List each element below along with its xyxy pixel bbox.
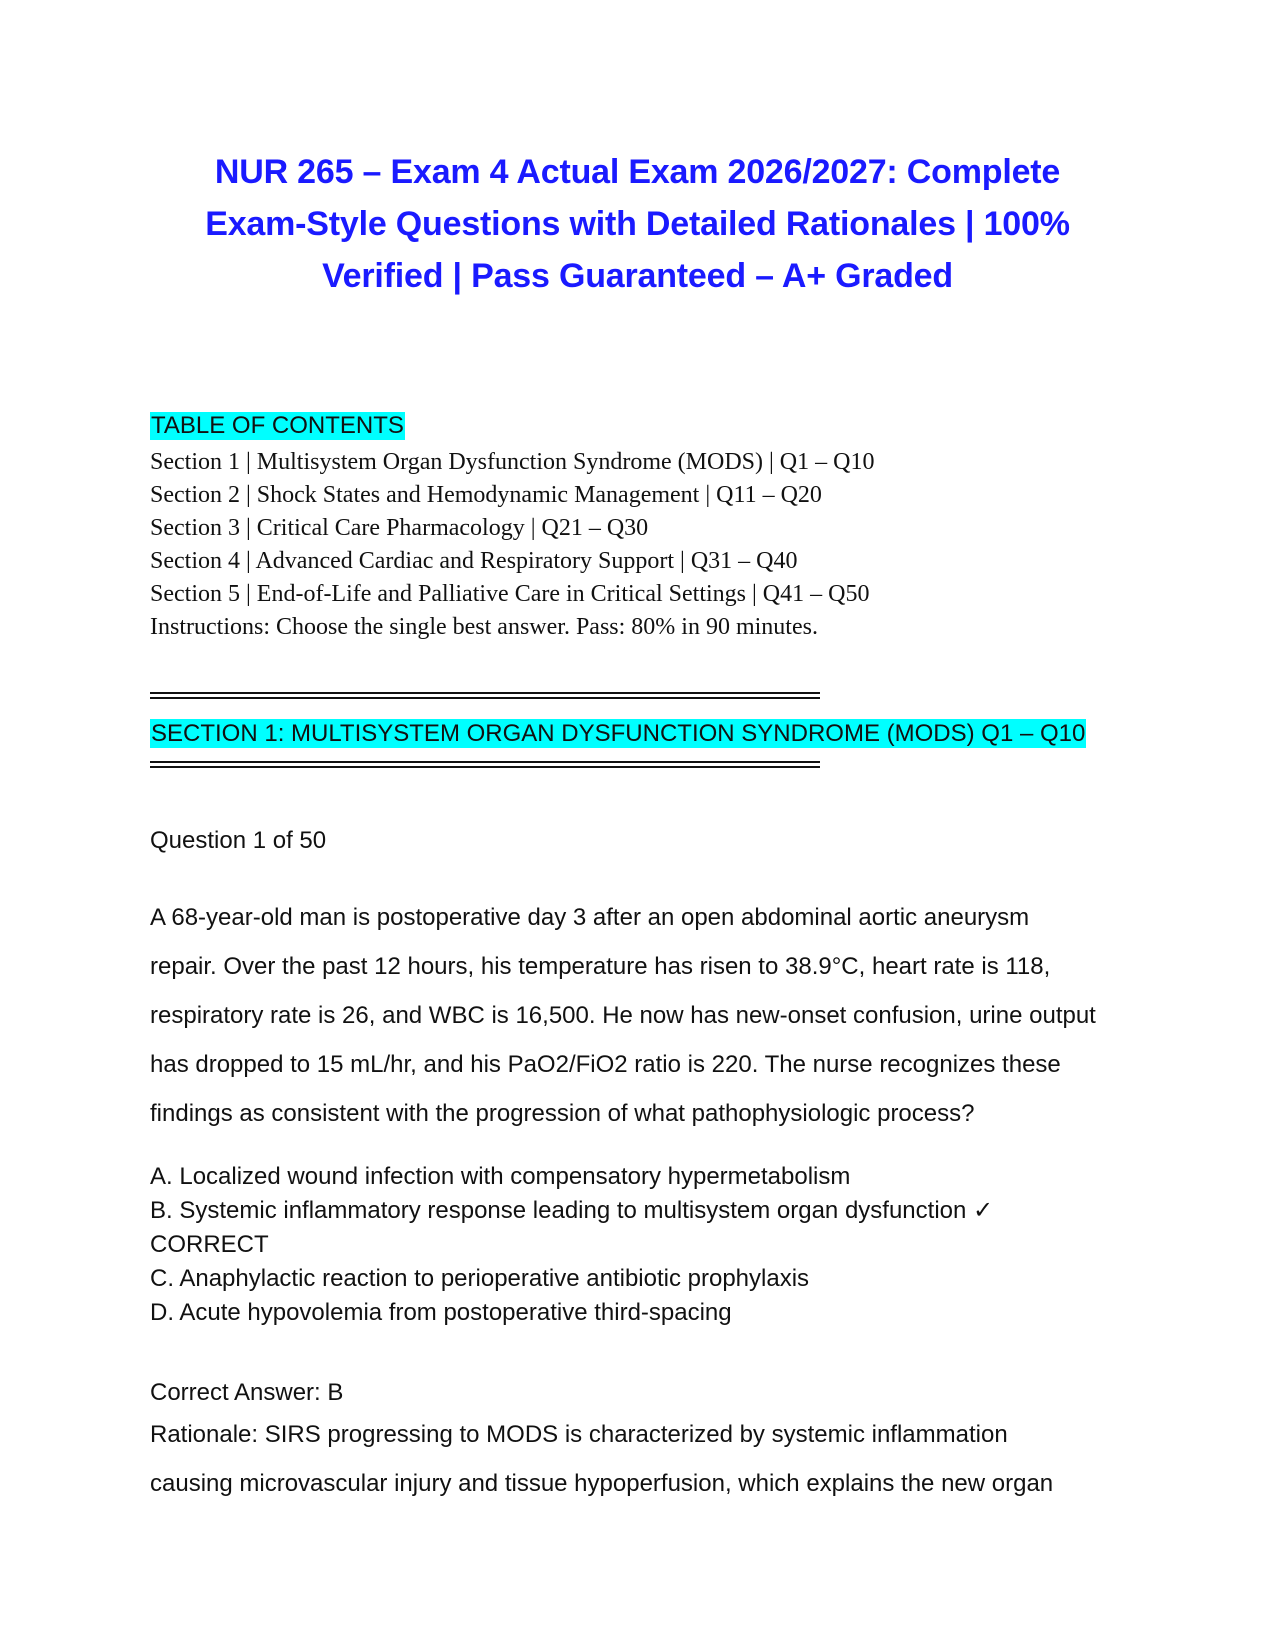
option-c: C. Anaphylactic reaction to perioperative antibiotic prophylaxis: [150, 1265, 810, 1292]
rationale-line: causing microvascular injury and tissue hypoperfusion, which explains the new organ: [150, 1470, 1054, 1497]
toc-item-section-2: Section 2 | Shock States and Hemodynamic Management | Q11 – Q20: [150, 482, 822, 508]
option-d: D. Acute hypovolemia from postoperative third-spacing: [150, 1299, 732, 1326]
correct-answer: Correct Answer: B: [150, 1379, 344, 1406]
answer-options: [150, 1160, 1130, 1330]
section-1-heading: SECTION 1: MULTISYSTEM ORGAN DYSFUNCTION SYNDROME (MODS) Q1 – Q10: [151, 720, 1086, 747]
title-line-3: Verified | Pass Guaranteed – A+ Graded: [322, 257, 953, 295]
toc-instructions: Instructions: Choose the single best answer. Pass: 80% in 90 minutes.: [150, 614, 818, 640]
toc-item-section-4: Section 4 | Advanced Cardiac and Respiratory Support | Q31 – Q40: [150, 548, 798, 574]
title-line-2: Exam-Style Questions with Detailed Rationales | 100%: [205, 205, 1070, 243]
option-b-correct-label: CORRECT: [150, 1231, 269, 1258]
section-divider-bottom: [150, 761, 820, 768]
toc-item-section-1: Section 1 | Multisystem Organ Dysfunction Syndrome (MODS) | Q1 – Q10: [150, 449, 875, 475]
rationale-line: Rationale: SIRS progressing to MODS is characterized by systemic inflammation: [150, 1421, 1008, 1448]
table-of-contents: [150, 446, 874, 644]
stem-line: respiratory rate is 26, and WBC is 16,500. He now has new-onset confusion, urine output: [150, 1002, 1096, 1029]
section-divider-top: [150, 692, 820, 699]
option-b: B. Systemic inflammatory response leading to multisystem organ dysfunction ✓: [150, 1197, 994, 1224]
toc-heading: TABLE OF CONTENTS: [151, 412, 404, 439]
stem-line: A 68-year-old man is postoperative day 3 after an open abdominal aortic aneurysm: [150, 904, 1030, 931]
option-a: A. Localized wound infection with compensatory hypermetabolism: [150, 1163, 851, 1190]
toc-item-section-5: Section 5 | End-of-Life and Palliative Care in Critical Settings | Q41 – Q50: [150, 581, 870, 607]
stem-line: findings as consistent with the progression of what pathophysiologic process?: [150, 1100, 975, 1127]
stem-line: has dropped to 15 mL/hr, and his PaO2/FiO2 ratio is 220. The nurse recognizes these: [150, 1051, 1061, 1078]
document-title: [150, 146, 1125, 302]
stem-line: repair. Over the past 12 hours, his temperature has risen to 38.9°C, heart rate is 118,: [150, 953, 1051, 980]
question-number: Question 1 of 50: [150, 827, 327, 854]
rationale: [150, 1410, 1130, 1508]
toc-item-section-3: Section 3 | Critical Care Pharmacology | Q21 – Q30: [150, 515, 649, 541]
question-stem: [150, 893, 1130, 1138]
title-line-1: NUR 265 – Exam 4 Actual Exam 2026/2027: Complete: [214, 153, 1061, 191]
